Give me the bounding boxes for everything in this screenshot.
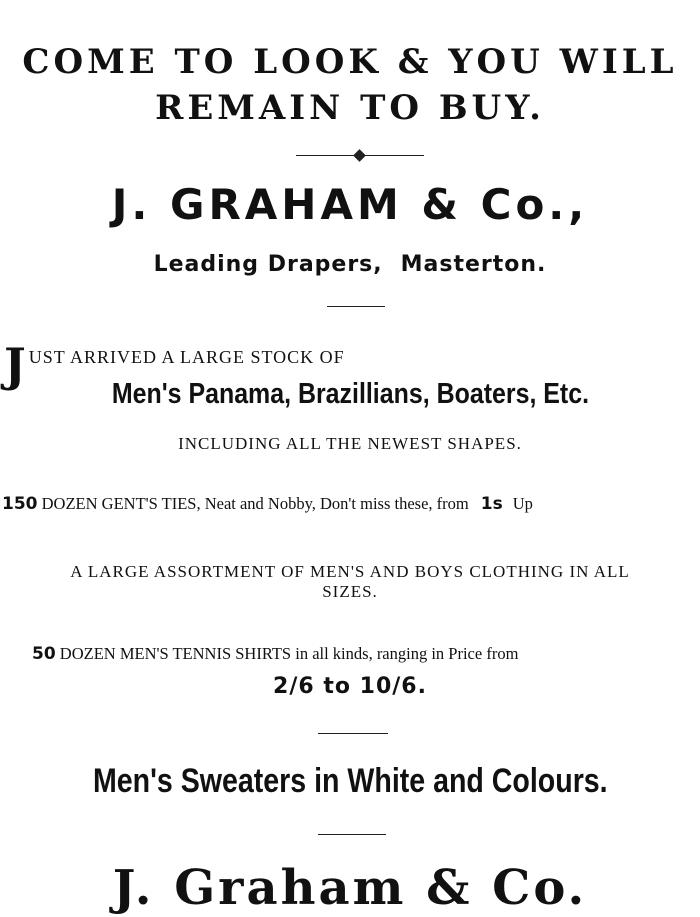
shirts-price-range: 2/6 to 10/6.	[273, 674, 427, 699]
drop-cap: J	[4, 338, 27, 392]
divider-rule-3	[318, 834, 386, 835]
shirts-text: DOZEN MEN'S TENNIS SHIRTS in all kinds, ranging in Price from	[59, 644, 519, 663]
firm-name-bottom: J. Graham & Co.	[112, 860, 588, 916]
shirts-line	[32, 644, 518, 664]
headline-line-1: COME TO LOOK & YOU WILL	[22, 42, 678, 82]
headline-line-2: REMAIN TO BUY.	[155, 88, 545, 128]
clothing-line-2: SIZES.	[322, 582, 378, 601]
divider-rule-2	[318, 733, 388, 734]
tagline-town: Masterton.	[400, 252, 547, 277]
ties-suffix: Up	[512, 494, 533, 513]
tagline-trade: Leading Drapers,	[153, 252, 383, 277]
firm-name-top: J. GRAHAM & Co.,	[111, 180, 589, 229]
shirts-quantity: 50	[32, 644, 56, 664]
ties-text: DOZEN GENT'S TIES, Neat and Nobby, Don't miss these, from	[41, 494, 469, 513]
ties-line	[2, 494, 533, 514]
hats-items: Men's Panama, Brazillians, Boaters, Etc.	[111, 378, 589, 410]
sweaters-text: Men's Sweaters in White and Colours.	[92, 762, 608, 800]
clothing-line-1: A LARGE ASSORTMENT OF MEN'S AND BOYS CLOTHING IN ALL	[70, 562, 630, 581]
arrival-text: UST ARRIVED A LARGE STOCK OF	[28, 347, 345, 367]
sweaters-line	[0, 762, 700, 801]
ties-quantity: 150	[2, 494, 38, 514]
ties-price: 1s	[480, 494, 503, 514]
divider-rule	[327, 306, 385, 307]
diamond-ornament	[353, 149, 366, 162]
hats-line	[0, 378, 700, 411]
firm-tagline	[0, 252, 700, 277]
shapes-note: INCLUDING ALL THE NEWEST SHAPES.	[178, 434, 522, 453]
